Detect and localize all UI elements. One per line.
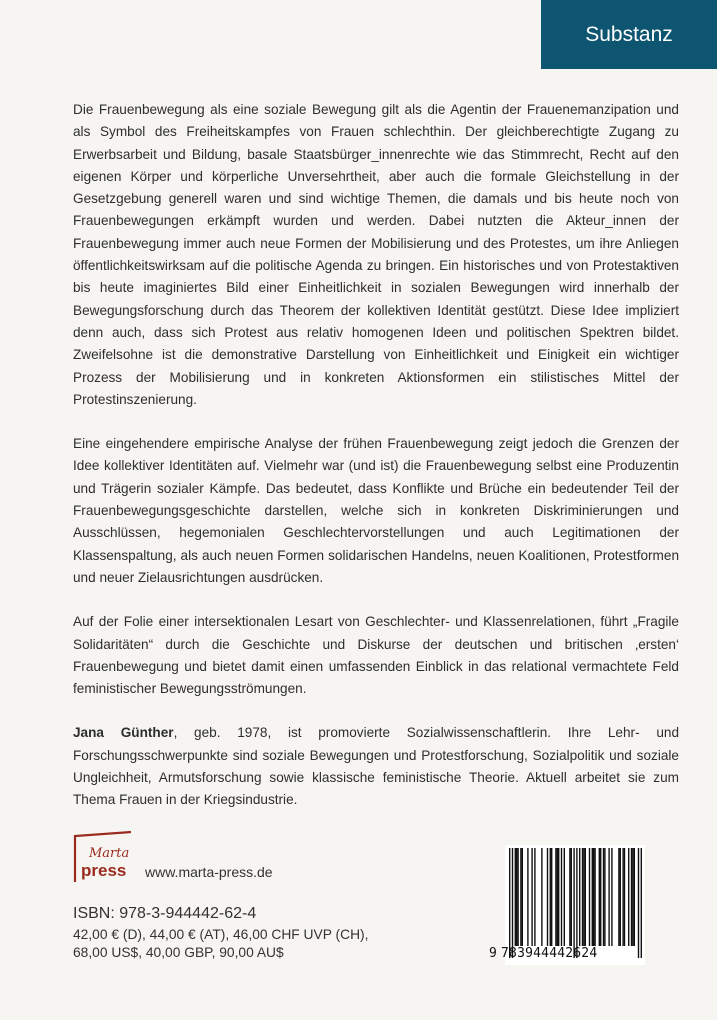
barcode-bar [582,848,583,946]
barcode-bar [593,848,594,946]
author-bio: , geb. 1978, ist promovierte Sozialwissenschaftlerin. Ihre Lehr- und Forschungsschwerpunkte sind soziale Bewegungen und Protestforschung, Sozialpolitik und soziale Ungleichheit, Armutsforschung sowie klassische feministische Theorie. Aktuell arbeitet sie zum Thema Frauen in der Kriegsindustrie. [73,725,679,808]
publisher-url[interactable]: www.marta-press.de [145,864,273,880]
marta-press-logo [73,830,133,885]
barcode-bar [551,848,552,946]
barcode-bar [583,848,584,946]
paragraph-1: Die Frauenbewegung als eine soziale Bewegung gilt als die Agentin der Frauenemanzipation und als Symbol des Freiheitskampfes von Frauen schlechthin. Der gleichberechtigte Zugang zu Erwerbsarbeit und Bildung, basale Staatsbürger_innenrechte wie das Stimmrecht, Recht auf den eigenen Körper und körperliche Unversehrtheit, aber auch die formale Gleichstellung in der Gesetzgebung generell waren und sind wichtige Themen, die damals und bis heute noch von Frauenbewegungen erkämpft wurden und werden. Dabei nutzten die Akteur_innen der Frauenbewegung immer auch neue Formen der Mobilisierung und des Protestes, um ihre Anliegen öffentlichkeitswirksam auf die politische Agenda zu bringen. Ein historisches und von Protestaktiven bis heute imaginiertes Bild einer Einheitlichkeit in sozialen Bewegungen wird innerhalb der Bewegungsforschung durch das Theorem der kollektiven Identität gestützt. Diese Idee impliziert denn auch, dass sich Protest aus relativ homogenen Ideen und politischen Spektren bildet. Zweifelsohne ist die demonstrative Darstellung von Einheitlichkeit und Einigkeit ein wichtiger Prozess der Mobilisierung und in konkreten Aktionsformen ein stilistisches Mittel der Protestinszenierung. [73,102,679,407]
barcode-bar [608,848,609,946]
blurb-text [73,99,679,834]
barcode-bar [522,848,523,946]
barcode-bar [517,848,518,946]
barcode-bar [515,848,516,946]
barcode-bar [547,848,548,946]
barcode-bar [611,848,612,946]
barcode-bar [555,848,556,946]
prices [73,926,413,962]
barcode-bar [512,848,513,958]
isbn: ISBN: 978-3-944442-62-4 [73,905,257,922]
barcode-bar [632,848,633,946]
author-bio-paragraph [73,722,679,811]
barcode-bar [628,848,629,946]
series-tag: Substanz [541,0,717,69]
barcode-digits [489,946,647,961]
barcode-first-digit: 9 [489,946,498,961]
barcode-bar [541,848,542,946]
barcode-bar [603,848,604,946]
barcode-bar [557,848,558,946]
barcode-bar [534,848,535,946]
barcode-bar [589,848,590,946]
barcode-bar [641,848,642,958]
barcode-bar [585,848,586,946]
barcode-bar [592,848,593,946]
barcode-bar [631,848,632,946]
barcode-bar [600,848,601,946]
barcode-bar [520,848,521,946]
paragraph-2: Eine eingehendere empirische Analyse der frühen Frauenbewegung zeigt jedoch die Grenzen der Idee kollektiver Identitäten auf. Vielmehr war (und ist) die Frauenbewegung selbst eine Produzentin und Trägerin sozialer Kämpfe. Das bedeutet, dass Konflikte und Brüche ein bedeutender Teil der Frauenbewegungsgeschichte darstellen, welche sich in konkreten Diskriminierungen und Ausschlüssen, hegemonialen Geschlechtervorstellungen und auch Legitimationen der Klassenspaltung, als auch neuen Formen solidarischen Handelns, neuen Koalitionen, Protestformen und neuer Zielausrichtungen ausdrücken. [73,436,679,585]
barcode-bar [604,848,605,946]
barcode-bar [516,848,517,946]
barcode-bar [624,848,625,946]
barcode-bar [527,848,528,946]
barcode-bar [564,848,565,946]
paragraph-3: Auf der Folie einer intersektionalen Lesart von Geschlechter- und Klassenrelationen, führt „Fragile Solidaritäten“ durch die Geschichte und Diskurse der deutschen und britischen ‚ersten‘ Frauenbewegung und bietet damit einen umfassenden Einblick in das relational vermachtete Feld feministischer Bewegungsströmungen. [73,614,679,697]
barcode-bar [571,848,572,946]
barcode-bar [634,848,635,946]
barcode-bar [594,848,595,946]
barcode-bar [573,848,574,958]
barcode-bar [622,848,623,946]
price-line-2: 68,00 US$, 40,00 GBP, 90,00 AU$ [73,945,284,960]
barcode-bar [620,848,621,946]
barcode-bar [509,848,510,958]
logo-line1: Marta [89,846,130,861]
price-line-1: 42,00 € (D), 44,00 € (AT), 46,00 CHF UVP (CH), [73,927,369,942]
barcode-bar [558,848,559,946]
barcode-bar [531,848,532,946]
barcode-bar [638,848,639,958]
barcode-bar [569,848,570,946]
barcode-bar [576,848,577,958]
barcode-bar [579,848,580,946]
barcode-bar [618,848,619,946]
barcode-bar [561,848,562,946]
barcode-bar [550,848,551,946]
author-name: Jana Günther [73,725,174,741]
barcode-bar [599,848,600,946]
barcode-number: 783944442624 [501,946,598,961]
logo-line2: press [81,861,127,880]
